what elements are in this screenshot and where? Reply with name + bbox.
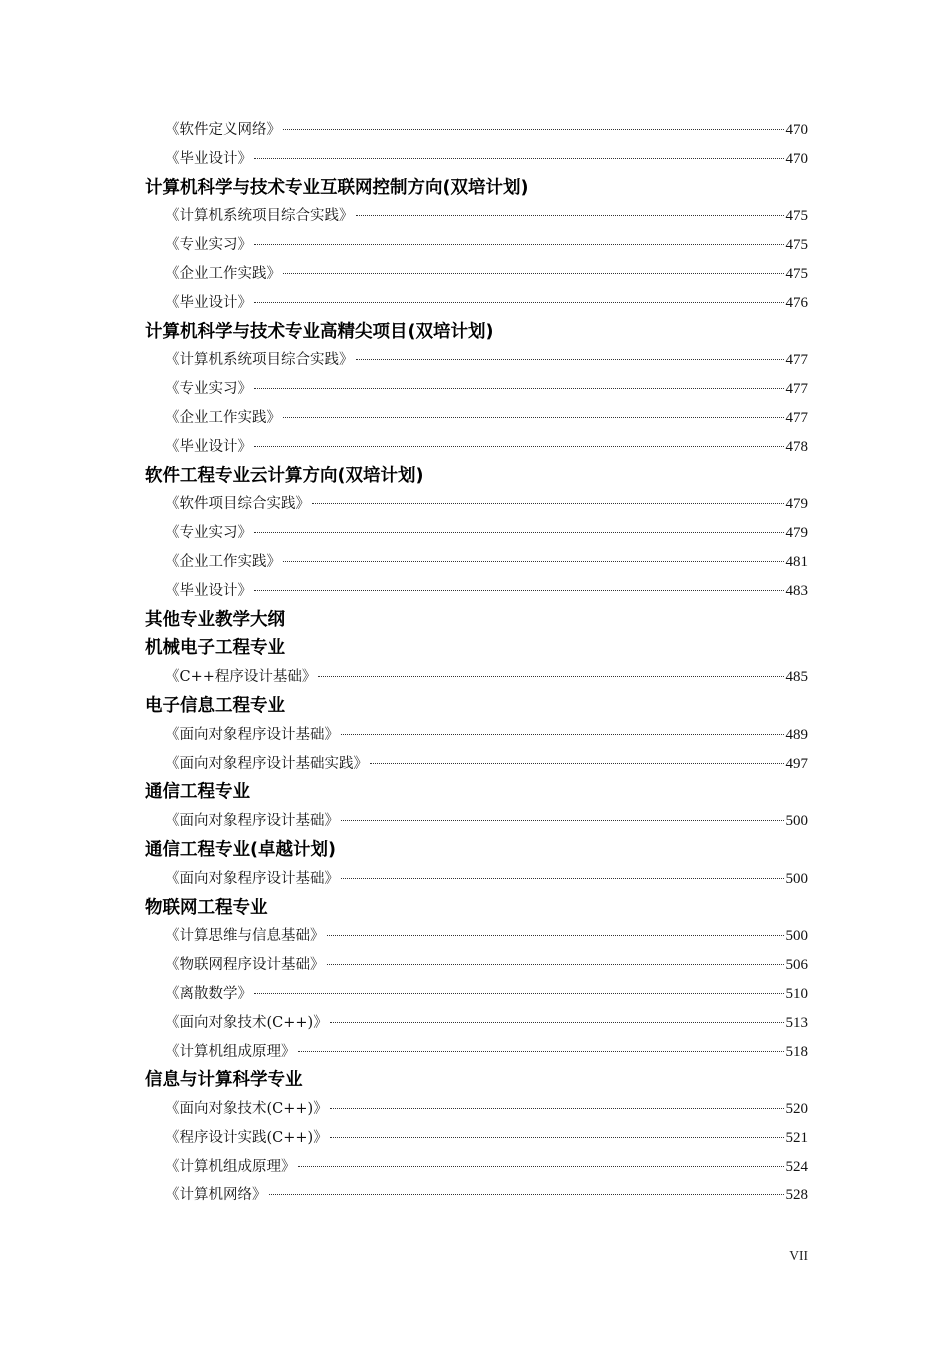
toc-entry-title: 《面向对象技术(C++)》 — [165, 1101, 328, 1118]
section-heading: 计算机科学与技术专业高精尖项目(双培计划) — [145, 321, 494, 342]
toc-entry-page: 479 — [785, 525, 808, 542]
toc-entry-title: 《毕业设计》 — [165, 150, 252, 167]
toc-entry-title: 《计算机组成原理》 — [165, 1043, 296, 1060]
toc-entry-page: 500 — [785, 870, 808, 887]
section-heading: 计算机科学与技术专业互联网控制方向(双培计划) — [145, 177, 529, 198]
toc-entry-title: 《离散数学》 — [165, 985, 252, 1002]
toc-entry-page: 528 — [785, 1187, 808, 1204]
toc-entry — [145, 1038, 808, 1067]
toc-entry-page: 500 — [785, 928, 808, 945]
toc-entry — [145, 548, 808, 577]
dot-leader — [341, 734, 784, 735]
toc-entry-title: 《计算机系统项目综合实践》 — [165, 208, 354, 225]
toc-entry-page: 479 — [785, 496, 808, 513]
toc-entry — [145, 490, 808, 519]
toc-entry-page: 524 — [785, 1158, 808, 1175]
toc-entry-title: 《企业工作实践》 — [165, 409, 281, 426]
dot-leader — [283, 273, 784, 274]
toc-entry — [145, 1095, 808, 1124]
toc-entry — [145, 807, 808, 836]
toc-entry-page: 506 — [785, 957, 808, 974]
toc-entry — [145, 519, 808, 548]
toc-entry-title: 《面向对象程序设计基础》 — [165, 870, 339, 887]
toc-entry-page: 518 — [785, 1043, 808, 1060]
dot-leader — [356, 359, 784, 360]
toc-entry — [145, 663, 808, 692]
dot-leader — [254, 302, 784, 303]
toc-entry-title: 《计算机系统项目综合实践》 — [165, 352, 354, 369]
dot-leader — [356, 215, 784, 216]
toc-entry-title: 《企业工作实践》 — [165, 553, 281, 570]
toc-entry-page: 477 — [785, 381, 808, 398]
dot-leader — [341, 878, 784, 879]
toc-entry — [145, 1124, 808, 1153]
dot-leader — [312, 503, 784, 504]
toc-entry-page: 521 — [785, 1129, 808, 1146]
toc-entry-title: 《面向对象程序设计基础》 — [165, 726, 339, 743]
toc-entry-title: 《专业实习》 — [165, 237, 252, 254]
toc-entry — [145, 1153, 808, 1182]
toc-entry — [145, 980, 808, 1009]
toc-entry — [145, 116, 808, 145]
page-number: VII — [789, 1248, 808, 1263]
toc-entry-page: 497 — [785, 755, 808, 772]
dot-leader — [330, 1137, 784, 1138]
toc-entry-page: 481 — [785, 553, 808, 570]
toc-entry-title: 《C++程序设计基础》 — [165, 669, 317, 686]
toc-entry — [145, 145, 808, 174]
dot-leader — [283, 129, 784, 130]
toc-entry — [145, 346, 808, 375]
toc-entry-title: 《专业实习》 — [165, 381, 252, 398]
section-heading: 电子信息工程专业 — [145, 695, 285, 716]
dot-leader — [254, 388, 784, 389]
toc-entry — [145, 260, 808, 289]
section-heading: 通信工程专业(卓越计划) — [145, 839, 336, 860]
toc-entry-title: 《程序设计实践(C++)》 — [165, 1129, 328, 1146]
dot-leader — [298, 1166, 784, 1167]
toc-entry — [145, 289, 808, 318]
toc-entry — [145, 375, 808, 404]
toc-entry-title: 《面向对象程序设计基础》 — [165, 813, 339, 830]
toc-entry — [145, 577, 808, 606]
dot-leader — [254, 446, 784, 447]
dot-leader — [283, 417, 784, 418]
toc-entry-title: 《软件定义网络》 — [165, 122, 281, 138]
dot-leader — [283, 561, 784, 562]
section-heading: 机械电子工程专业 — [145, 638, 285, 659]
toc-entry-title: 《毕业设计》 — [165, 438, 252, 455]
dot-leader — [327, 964, 784, 965]
dot-leader — [370, 763, 784, 764]
toc-entry-page: 475 — [785, 265, 808, 282]
section-heading: 其他专业教学大纲 — [145, 609, 285, 630]
toc-entry — [145, 231, 808, 260]
toc-entry — [145, 750, 808, 779]
section-heading: 信息与计算科学专业 — [145, 1070, 303, 1091]
toc-entry — [145, 721, 808, 750]
toc-entry-page: 510 — [785, 985, 808, 1002]
dot-leader — [318, 676, 783, 677]
toc-entry-title: 《专业实习》 — [165, 525, 252, 542]
toc-entry — [145, 202, 808, 231]
toc-entry-title: 《企业工作实践》 — [165, 265, 281, 282]
toc-entry — [145, 865, 808, 894]
toc-entry-page: 470 — [785, 122, 808, 138]
toc-entry — [145, 1181, 808, 1210]
toc-entry — [145, 1009, 808, 1038]
toc-entry-page: 478 — [785, 438, 808, 455]
dot-leader — [254, 532, 784, 533]
toc-entry-page: 476 — [785, 294, 808, 311]
dot-leader — [254, 244, 784, 245]
toc-entry-title: 《面向对象技术(C++)》 — [165, 1014, 328, 1031]
toc-entry-page: 477 — [785, 352, 808, 369]
toc-entry-page: 475 — [785, 208, 808, 225]
toc-entry-title: 《面向对象程序设计基础实践》 — [165, 755, 368, 772]
toc-entry-page: 483 — [785, 582, 808, 599]
toc-entry-page: 520 — [785, 1101, 808, 1118]
toc-entry-title: 《物联网程序设计基础》 — [165, 957, 325, 974]
toc-entry — [145, 433, 808, 462]
dot-leader — [254, 158, 784, 159]
toc-entry-page: 489 — [785, 726, 808, 743]
dot-leader — [254, 590, 784, 591]
toc-entry-title: 《毕业设计》 — [165, 582, 252, 599]
toc-entry-page: 475 — [785, 237, 808, 254]
toc-entry-page: 500 — [785, 813, 808, 830]
toc-entry-title: 《计算机组成原理》 — [165, 1158, 296, 1175]
dot-leader — [269, 1194, 784, 1195]
dot-leader — [330, 1108, 784, 1109]
toc-entry-title: 《软件项目综合实践》 — [165, 496, 310, 513]
dot-leader — [341, 820, 784, 821]
table-of-contents — [145, 116, 808, 1210]
toc-entry — [145, 922, 808, 951]
toc-entry-page: 477 — [785, 409, 808, 426]
toc-entry-page: 513 — [785, 1014, 808, 1031]
dot-leader — [298, 1051, 784, 1052]
toc-entry — [145, 951, 808, 980]
dot-leader — [327, 935, 784, 936]
toc-entry-page: 485 — [785, 669, 808, 686]
section-heading: 软件工程专业云计算方向(双培计划) — [145, 465, 424, 486]
dot-leader — [254, 993, 784, 994]
section-heading: 通信工程专业 — [145, 782, 250, 803]
section-heading: 物联网工程专业 — [145, 897, 268, 918]
toc-entry-page: 470 — [785, 150, 808, 167]
toc-entry-title: 《毕业设计》 — [165, 294, 252, 311]
toc-entry-title: 《计算思维与信息基础》 — [165, 928, 325, 945]
toc-entry-title: 《计算机网络》 — [165, 1187, 267, 1204]
toc-entry — [145, 404, 808, 433]
dot-leader — [330, 1022, 784, 1023]
